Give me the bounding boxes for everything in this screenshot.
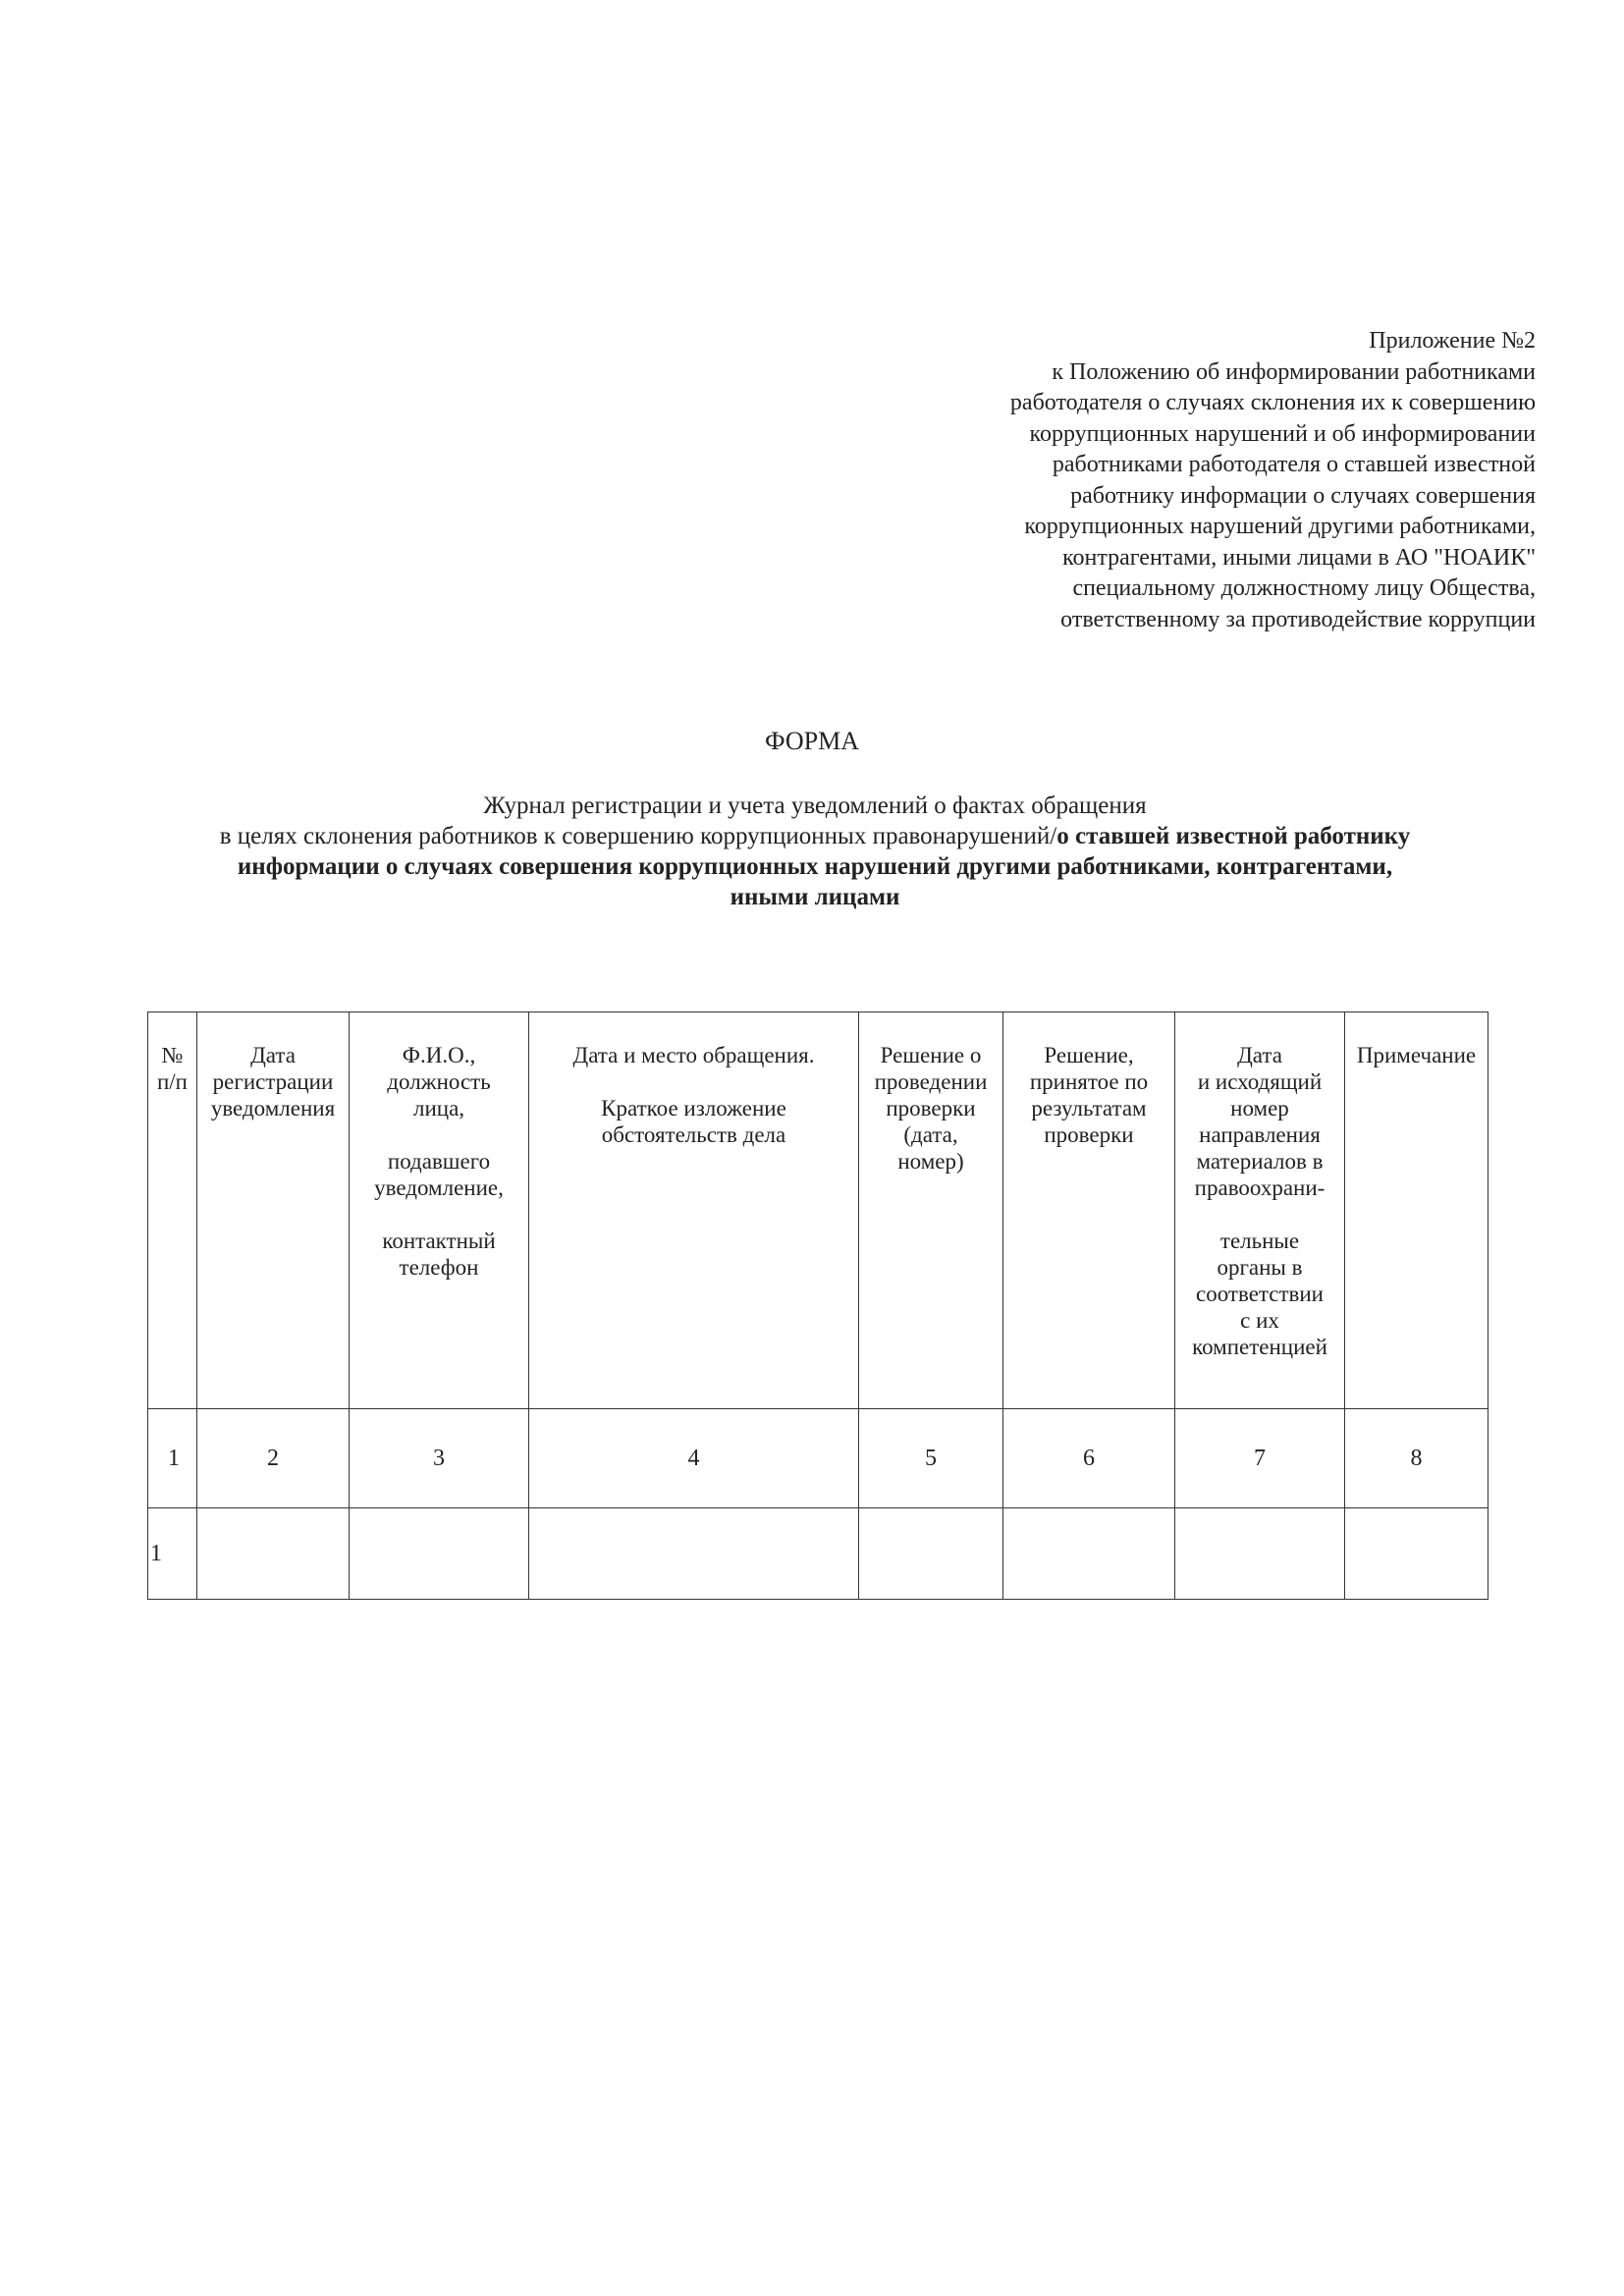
table-cell xyxy=(350,1508,529,1600)
column-number-row xyxy=(148,1409,1489,1508)
column-number-cell: 8 xyxy=(1345,1409,1489,1508)
journal-title-line-1: Журнал регистрации и учета уведомлений о фактах обращения xyxy=(483,793,1147,819)
table-cell xyxy=(1175,1508,1345,1600)
header-line: контактный xyxy=(382,1229,496,1253)
header-spacer xyxy=(350,1201,528,1228)
header-line: Решение, xyxy=(1044,1043,1134,1067)
header-line: лица, xyxy=(412,1096,465,1121)
journal-title-line-4-bold: иными лицами xyxy=(730,884,900,910)
column-header-8 xyxy=(1345,1012,1489,1409)
header-line: Ф.И.О., xyxy=(402,1043,476,1067)
header-line: должность xyxy=(387,1069,491,1094)
column-header-2 xyxy=(197,1012,350,1409)
journal-title-line-3 xyxy=(157,851,1473,882)
header-line: Примечание xyxy=(1356,1043,1477,1067)
appendix-line: к Положению об информировании работниками xyxy=(1052,358,1536,385)
header-line: № xyxy=(161,1043,184,1067)
form-title: ФОРМА xyxy=(765,727,859,755)
column-number-cell: 4 xyxy=(529,1409,859,1508)
header-line: проведении xyxy=(874,1069,988,1094)
header-line: компетенцией xyxy=(1192,1335,1327,1359)
header-line: принятое по xyxy=(1029,1069,1149,1094)
registration-table xyxy=(147,1011,1489,1600)
table-cell xyxy=(1345,1508,1489,1600)
appendix-line: работниками работодателя о ставшей известной xyxy=(1052,452,1536,477)
header-line: Дата и место обращения. xyxy=(572,1043,815,1067)
journal-title-line-4 xyxy=(157,882,1473,912)
header-spacer xyxy=(529,1068,858,1095)
appendix-block xyxy=(829,326,1536,635)
journal-title-line-2-bold: о ставшей известной работнику xyxy=(1056,823,1411,849)
header-line: тельные xyxy=(1219,1229,1300,1253)
journal-title-line-3-bold: информации о случаях совершения коррупционных нарушений другими работниками, контрагентами, xyxy=(237,853,1393,880)
header-line: обстоятельств дела xyxy=(601,1122,786,1147)
table-cell: 1 xyxy=(148,1508,197,1600)
header-line: уведомление, xyxy=(374,1175,504,1200)
column-number-cell: 7 xyxy=(1175,1409,1345,1508)
column-number-cell: 2 xyxy=(197,1409,350,1508)
appendix-line: работодателя о случаях склонения их к совершению xyxy=(1009,390,1536,415)
header-line: (дата, xyxy=(903,1122,958,1147)
header-line: с их xyxy=(1240,1308,1279,1333)
header-line: номер xyxy=(1230,1096,1289,1121)
appendix-line: коррупционных нарушений другими работниками, xyxy=(1024,514,1536,539)
header-line: соответствии xyxy=(1196,1282,1324,1306)
header-line: уведомления xyxy=(210,1096,336,1121)
header-spacer xyxy=(1175,1201,1344,1228)
column-header-1 xyxy=(148,1012,197,1409)
column-header-5 xyxy=(859,1012,1003,1409)
header-line: Краткое изложение xyxy=(601,1096,786,1121)
header-line: направления xyxy=(1199,1122,1321,1147)
appendix-line: контрагентами, иными лицами в АО "НОАИК" xyxy=(1062,544,1536,571)
table-cell xyxy=(529,1508,859,1600)
column-header-7 xyxy=(1175,1012,1345,1409)
header-line: результатам xyxy=(1031,1096,1147,1121)
table-cell xyxy=(1003,1508,1175,1600)
table-row xyxy=(148,1508,1489,1600)
header-line: правоохрани- xyxy=(1194,1175,1326,1200)
column-header-6 xyxy=(1003,1012,1175,1409)
header-line: Решение о xyxy=(880,1043,982,1067)
header-line: регистрации xyxy=(212,1069,334,1094)
header-line: Дата xyxy=(250,1043,296,1067)
column-number-cell: 6 xyxy=(1003,1409,1175,1508)
column-header-3 xyxy=(350,1012,529,1409)
header-line: органы в xyxy=(1217,1255,1303,1280)
table-cell xyxy=(197,1508,350,1600)
appendix-line: работнику информации о случаях совершения xyxy=(1070,482,1536,509)
header-spacer xyxy=(350,1121,528,1148)
column-number-cell: 3 xyxy=(350,1409,529,1508)
header-line: телефон xyxy=(399,1255,479,1280)
column-number-cell: 5 xyxy=(859,1409,1003,1508)
column-number-cell: 1 xyxy=(148,1409,197,1508)
table-cell xyxy=(859,1508,1003,1600)
journal-title xyxy=(157,791,1473,912)
header-line: материалов в xyxy=(1196,1149,1324,1174)
appendix-line: Приложение №2 xyxy=(1369,328,1536,354)
column-header-4 xyxy=(529,1012,859,1409)
header-line: и исходящий xyxy=(1197,1069,1323,1094)
journal-title-line-2-normal: в целях склонения работников к совершению коррупционных правонарушений/ xyxy=(219,823,1057,849)
header-line: Дата xyxy=(1237,1043,1282,1067)
table-header-row xyxy=(148,1012,1489,1409)
header-line: проверки xyxy=(886,1096,976,1121)
appendix-line: ответственному за противодействие коррупции xyxy=(1060,606,1536,632)
journal-title-line-2 xyxy=(157,821,1473,851)
header-line: проверки xyxy=(1044,1122,1134,1147)
header-line: номер) xyxy=(897,1149,964,1174)
header-line: п/п xyxy=(156,1069,188,1094)
appendix-line: коррупционных нарушений и об информировании xyxy=(1029,420,1536,447)
header-line: подавшего xyxy=(387,1149,491,1174)
appendix-line: специальному должностному лицу Общества, xyxy=(1072,575,1536,601)
